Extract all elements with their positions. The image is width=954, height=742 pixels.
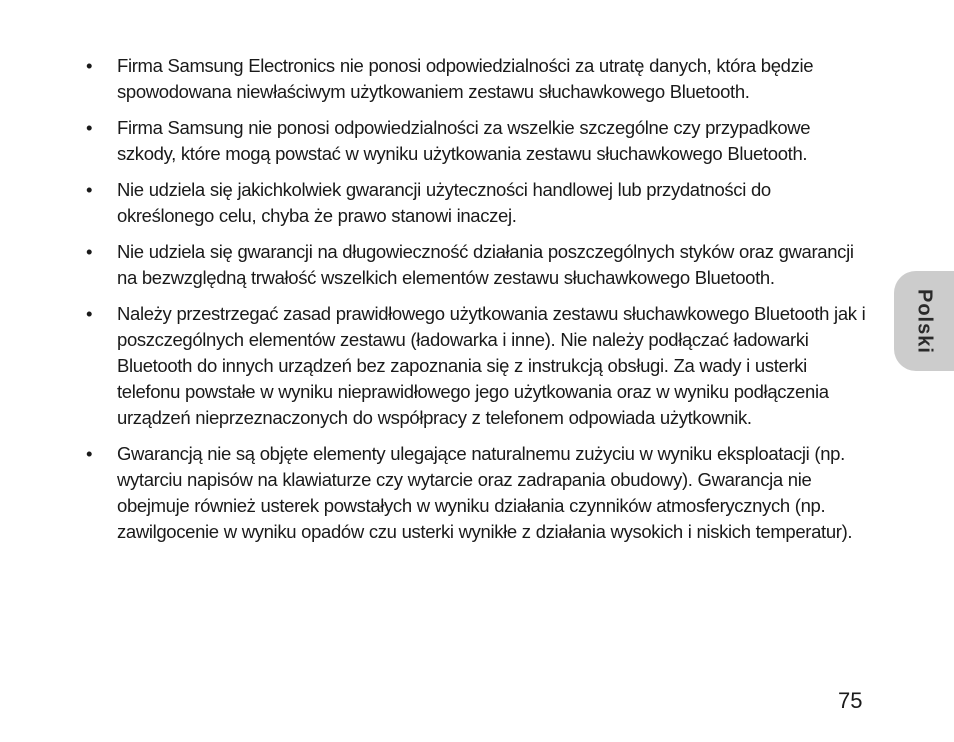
page-number: 75	[838, 688, 863, 713]
bullet-icon: •	[86, 443, 93, 464]
bullet-item	[86, 301, 872, 431]
language-tab	[894, 271, 954, 371]
bullet-icon: •	[86, 179, 93, 200]
bullet-text: Gwarancją nie są objęte elementy ulegające naturalnemu zużyciu w wyniku eksploatacji (np. wytarciu napisów na klawiaturze czy wytarcie oraz zadrapania obudowy). Gwarancja nie obejmuje również usterek powstałych w wyniku działania czynników atmosferycznych (np. zawilgocenie w wyniku opadów czu usterki wynikłe z działania wysokich i niskich temperatur).	[117, 443, 853, 542]
bullet-item	[86, 441, 872, 545]
bullet-icon: •	[86, 55, 93, 76]
bullet-icon: •	[86, 241, 93, 262]
bullet-text: Firma Samsung Electronics nie ponosi odpowiedzialności za utratę danych, która będzie spowodowana niewłaściwym użytkowaniem zestawu słuchawkowego Bluetooth.	[117, 55, 814, 102]
language-tab-label: Polski	[913, 288, 936, 354]
bullet-text: Firma Samsung nie ponosi odpowiedzialności za wszelkie szczególne czy przypadkowe szkody, które mogą powstać w wyniku użytkowania zestawu słuchawkowego Bluetooth.	[117, 117, 811, 164]
bullet-item	[86, 239, 872, 291]
bullet-item	[86, 115, 872, 167]
bullet-item	[86, 177, 872, 229]
bullet-icon: •	[86, 303, 93, 324]
bullet-text: Nie udziela się jakichkolwiek gwarancji użyteczności handlowej lub przydatności do określonego celu, chyba że prawo stanowi inaczej.	[117, 179, 771, 226]
bullet-text: Należy przestrzegać zasad prawidłowego użytkowania zestawu słuchawkowego Bluetooth jak i poszczególnych elementów zestawu (ładowarka i inne). Nie należy podłączać ładowarki Bluetooth do innych urządzeń bez zapoznania się z instrukcją obsługi. Za wady i usterki telefonu powstałe w wyniku nieprawidłowego jego użytkowania oraz w wyniku podłączenia urządzeń nieprzeznaczonych do współpracy z telefonem odpowiada użytkownik.	[117, 303, 866, 428]
bullet-text: Nie udziela się gwarancji na długowieczność działania poszczególnych styków oraz gwarancji na bezwzględną trwałość wszelkich elementów zestawu słuchawkowego Bluetooth.	[117, 241, 854, 288]
bullet-icon: •	[86, 117, 93, 138]
bullet-item	[86, 53, 872, 105]
warranty-bullet-list	[86, 53, 872, 555]
